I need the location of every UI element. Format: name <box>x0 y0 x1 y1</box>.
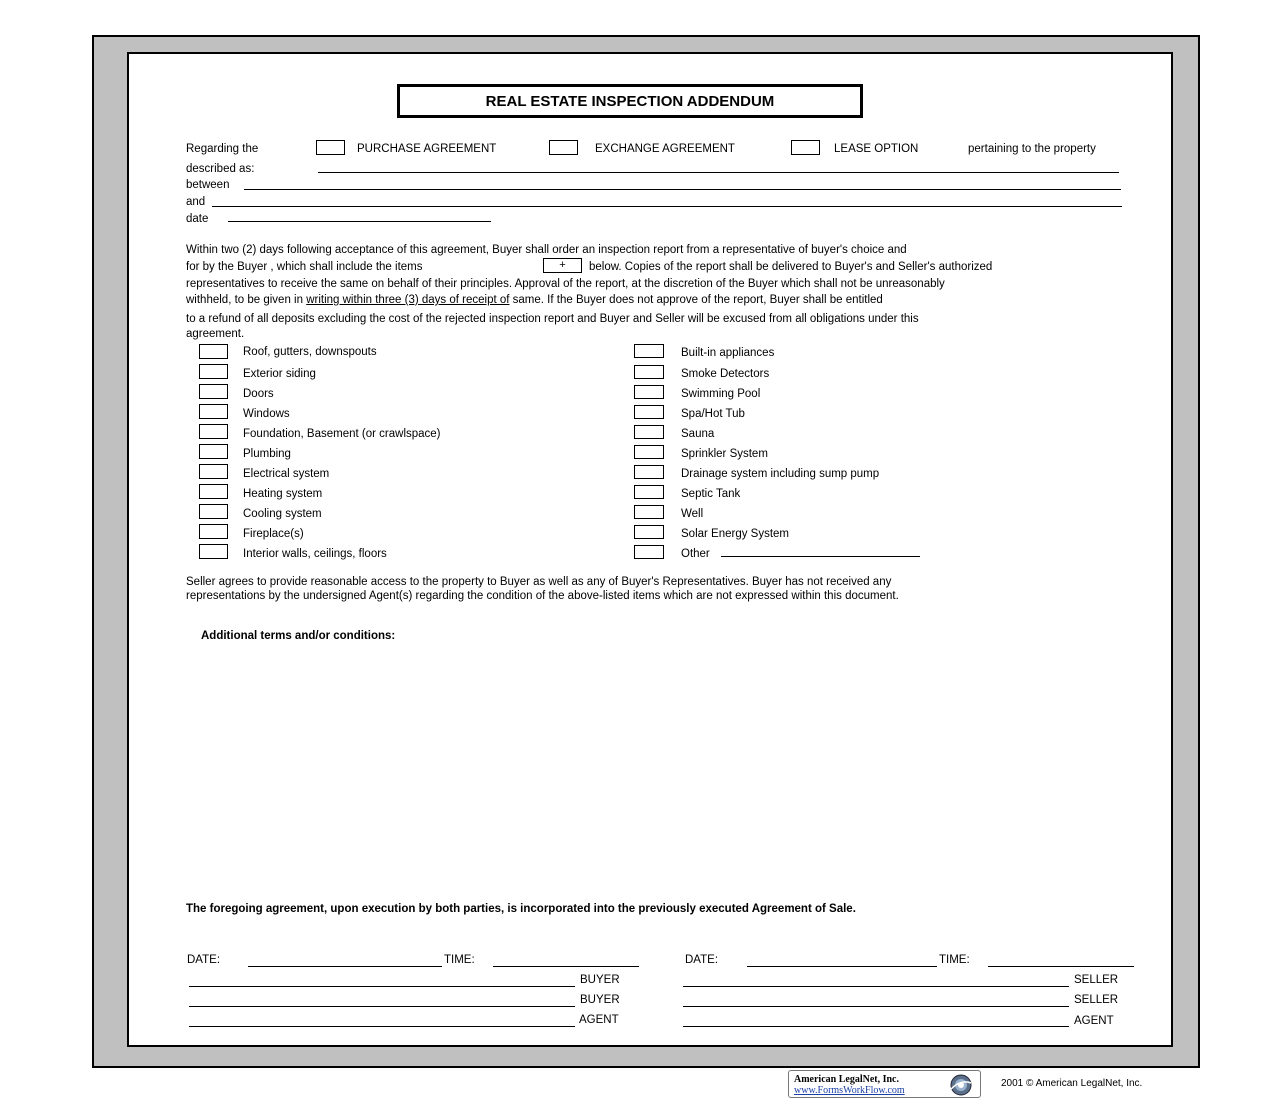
para1-line4a: withheld, to be given in <box>186 294 303 306</box>
para1-line4 <box>186 293 883 307</box>
plus-box[interactable]: + <box>543 258 582 273</box>
item-checkbox-left[interactable] <box>199 504 228 519</box>
item-label-right: Sprinkler System <box>681 448 768 460</box>
right-date-label: DATE: <box>685 954 719 966</box>
logo-company-name: American LegalNet, Inc. <box>794 1074 899 1085</box>
item-label-left: Electrical system <box>243 468 330 480</box>
buyer-signature-line[interactable] <box>189 1006 575 1007</box>
item-checkbox-left[interactable] <box>199 484 228 499</box>
item-label-left: Doors <box>243 388 274 400</box>
item-checkbox-right[interactable] <box>634 545 664 559</box>
para1-line5: to a refund of all deposits excluding the cost of the rejected inspection report and Buyer and Seller will be excused from all obligations under this <box>186 313 919 325</box>
and-line[interactable] <box>212 206 1122 207</box>
para2-line2: representations by the undersigned Agent(s) regarding the condition of the above-listed items which are not expressed within this document. <box>186 590 899 602</box>
and-label: and <box>186 196 206 208</box>
para2-line1: Seller agrees to provide reasonable access to the property to Buyer as well as any of Buyer's Representatives. Buyer has not received any <box>186 576 892 588</box>
form-title: REAL ESTATE INSPECTION ADDENDUM <box>397 84 863 118</box>
item-checkbox-left[interactable] <box>199 364 228 379</box>
additional-terms-heading: Additional terms and/or conditions: <box>201 630 396 642</box>
agent-role-label-right: AGENT <box>1074 1015 1114 1027</box>
between-line[interactable] <box>244 189 1121 190</box>
exchange-agreement-label: EXCHANGE AGREEMENT <box>595 143 735 155</box>
item-checkbox-left[interactable] <box>199 344 228 359</box>
para1-line3: representatives to receive the same on behalf of their principles. Approval of the report, at the discretion of the Buyer which shall not be unreasonably <box>186 278 945 290</box>
item-label-left: Roof, gutters, downspouts <box>243 346 377 358</box>
item-label-right: Smoke Detectors <box>681 368 770 380</box>
date-line[interactable] <box>228 221 491 222</box>
item-label-left: Exterior siding <box>243 368 316 380</box>
item-label-right: Drainage system including sump pump <box>681 468 880 480</box>
item-checkbox-right[interactable] <box>634 385 664 399</box>
left-time-label: TIME: <box>444 954 475 966</box>
legalnet-logo[interactable] <box>788 1070 981 1098</box>
item-label-right: Built-in appliances <box>681 347 775 359</box>
foregoing-statement: The foregoing agreement, upon execution by both parties, is incorporated into the previously executed Agreement of Sale. <box>186 903 856 915</box>
seller-role-label: SELLER <box>1074 994 1119 1006</box>
between-label: between <box>186 179 230 191</box>
para1-line6: agreement. <box>186 328 245 340</box>
para1-line4-underlined: writing within three (3) days of receipt of <box>306 294 510 306</box>
item-label-left: Interior walls, ceilings, floors <box>243 548 387 560</box>
item-label-left: Heating system <box>243 488 323 500</box>
seller-role-label: SELLER <box>1074 974 1119 986</box>
item-checkbox-right[interactable] <box>634 505 664 519</box>
para1-line4b: same. If the Buyer does not approve of the report, Buyer shall be entitled <box>509 294 883 306</box>
item-label-right: Solar Energy System <box>681 528 790 540</box>
pertaining-label: pertaining to the property <box>968 143 1096 155</box>
seller-signature-line[interactable] <box>683 986 1069 987</box>
para1-line2b: below. Copies of the report shall be delivered to Buyer's and Seller's authorized <box>589 261 993 273</box>
para1-line2a: for by the Buyer , which shall include the items <box>186 261 423 273</box>
purchase-agreement-label: PURCHASE AGREEMENT <box>357 143 497 155</box>
described-as-label: described as: <box>186 163 255 175</box>
purchase-agreement-checkbox[interactable] <box>316 140 345 155</box>
logo-url-link[interactable]: www.FormsWorkFlow.com <box>794 1085 905 1096</box>
agent-signature-line-right[interactable] <box>683 1026 1069 1027</box>
left-date-line[interactable] <box>248 966 442 967</box>
date-label: date <box>186 213 209 225</box>
item-checkbox-left[interactable] <box>199 524 228 539</box>
item-checkbox-left[interactable] <box>199 384 228 399</box>
item-checkbox-right[interactable] <box>634 425 664 439</box>
item-checkbox-left[interactable] <box>199 424 228 439</box>
other-line[interactable] <box>721 556 920 557</box>
left-time-line[interactable] <box>493 966 639 967</box>
item-label-left: Windows <box>243 408 290 420</box>
buyer-signature-line[interactable] <box>189 986 575 987</box>
item-checkbox-left[interactable] <box>199 444 228 459</box>
right-time-line[interactable] <box>988 966 1134 967</box>
item-checkbox-right[interactable] <box>634 365 664 379</box>
regarding-label: Regarding the <box>186 143 259 155</box>
agent-role-label: AGENT <box>579 1014 619 1026</box>
para1-line1: Within two (2) days following acceptance of this agreement, Buyer shall order an inspection report from a representative of buyer's choice and <box>186 244 907 256</box>
globe-icon <box>946 1073 976 1097</box>
left-date-label: DATE: <box>187 954 221 966</box>
item-checkbox-right[interactable] <box>634 485 664 499</box>
described-as-line[interactable] <box>318 172 1119 173</box>
right-time-label: TIME: <box>939 954 970 966</box>
item-label-left: Foundation, Basement (or crawlspace) <box>243 428 441 440</box>
item-label-left: Plumbing <box>243 448 291 460</box>
item-label-right: Septic Tank <box>681 488 741 500</box>
buyer-role-label: BUYER <box>580 994 620 1006</box>
copyright-text: 2001 © American LegalNet, Inc. <box>1001 1078 1143 1089</box>
item-checkbox-left[interactable] <box>199 544 228 559</box>
exchange-agreement-checkbox[interactable] <box>549 140 578 155</box>
item-checkbox-right[interactable] <box>634 405 664 419</box>
item-checkbox-right[interactable] <box>634 445 664 459</box>
item-label-left: Fireplace(s) <box>243 528 304 540</box>
item-label-right: Spa/Hot Tub <box>681 408 745 420</box>
item-checkbox-right[interactable] <box>634 525 664 539</box>
item-checkbox-left[interactable] <box>199 464 228 479</box>
item-label-right: Swimming Pool <box>681 388 761 400</box>
agent-signature-line[interactable] <box>189 1026 575 1027</box>
item-label-right: Well <box>681 508 704 520</box>
item-checkbox-right[interactable] <box>634 344 664 358</box>
right-date-line[interactable] <box>747 966 937 967</box>
item-checkbox-right[interactable] <box>634 465 664 479</box>
seller-signature-line[interactable] <box>683 1006 1069 1007</box>
item-label-right: Sauna <box>681 428 715 440</box>
lease-option-label: LEASE OPTION <box>834 143 919 155</box>
lease-option-checkbox[interactable] <box>791 140 820 155</box>
item-checkbox-left[interactable] <box>199 404 228 419</box>
item-label-right: Other <box>681 548 710 560</box>
item-label-left: Cooling system <box>243 508 322 520</box>
buyer-role-label: BUYER <box>580 974 620 986</box>
